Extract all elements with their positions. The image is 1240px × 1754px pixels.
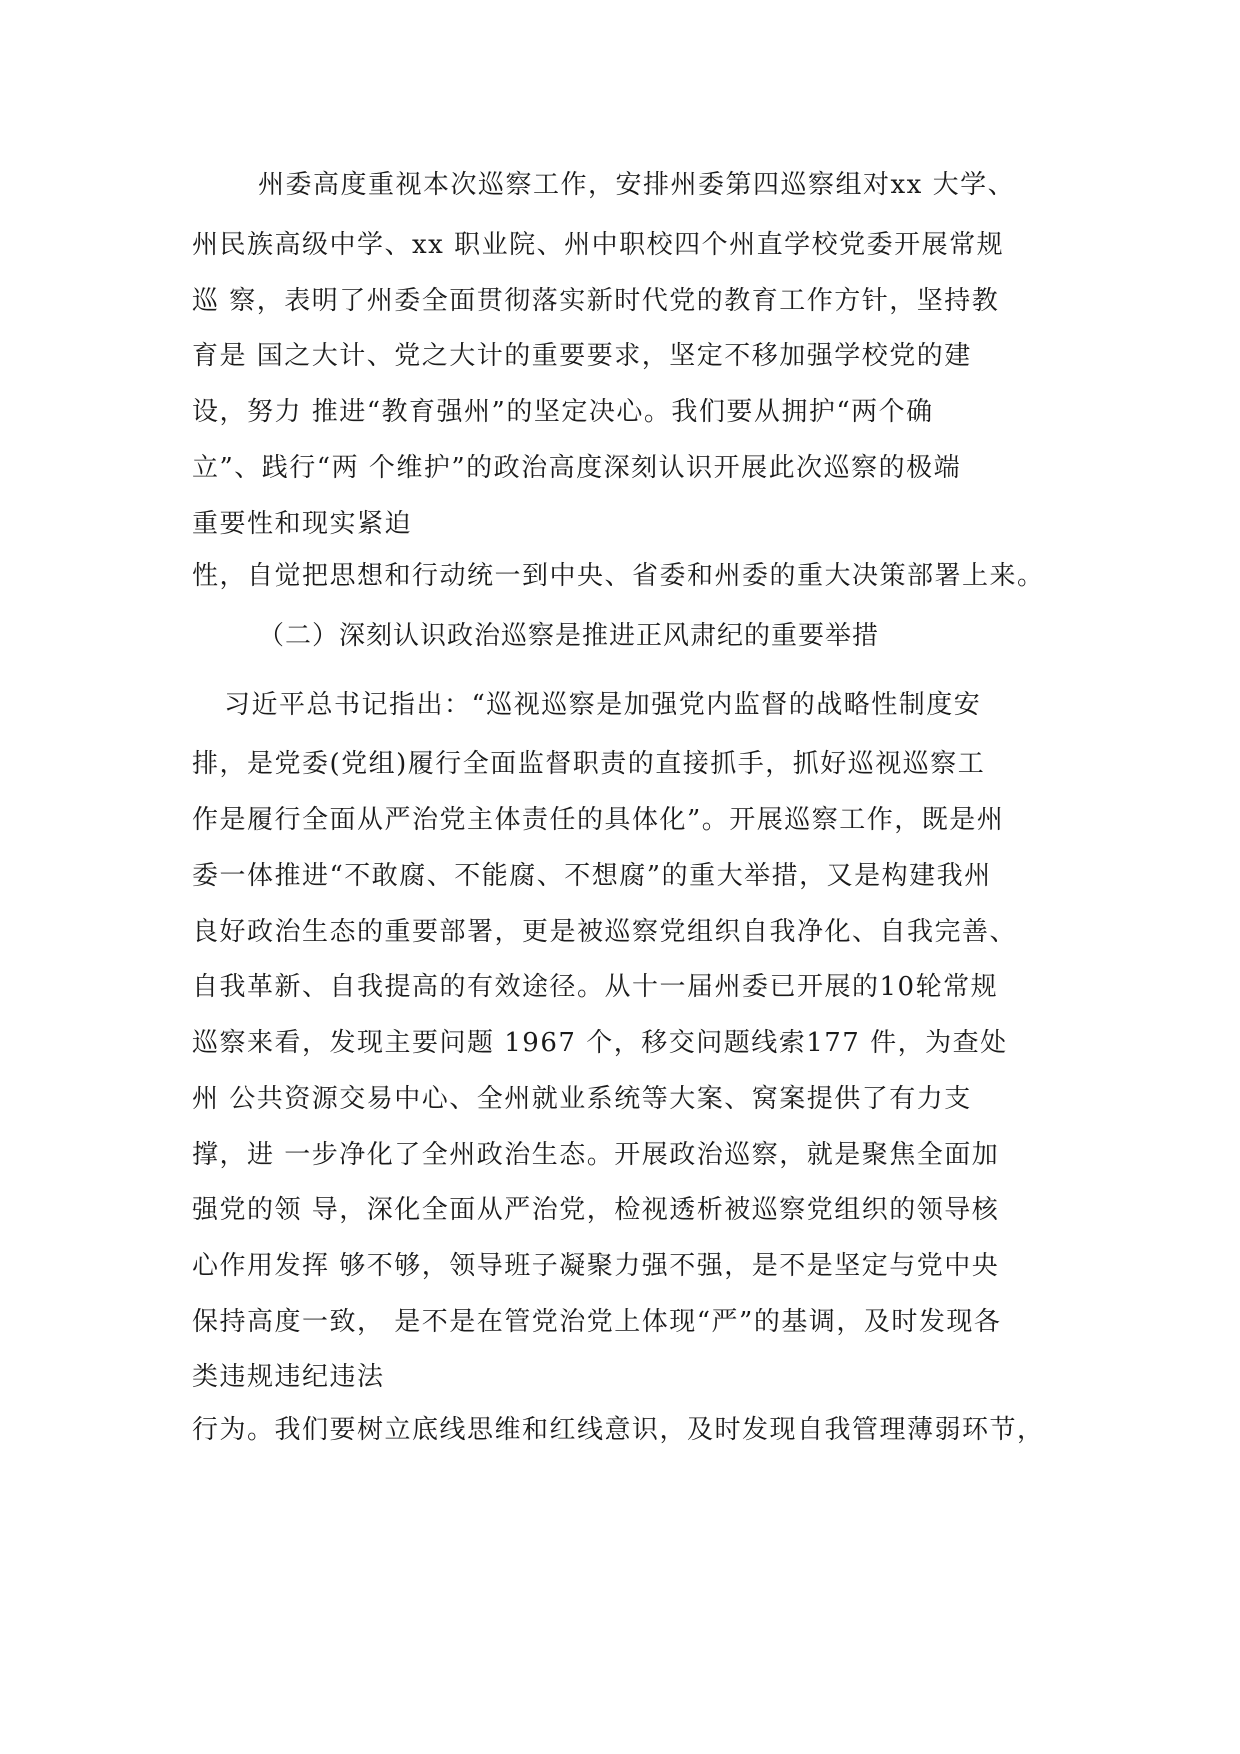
paragraph-2-line-5: 良好政治生态的重要部署，更是被巡察党组织自我净化、自我完善、: [192, 917, 1018, 947]
paragraph-2-line-6: 自我革新、自我提高的有效途径。从十一届州委已开展的10轮常规: [192, 972, 999, 1002]
paragraph-2-line-2: 排，是党委(党组)履行全面监督职责的直接抓手，抓好巡视巡察工: [192, 749, 986, 779]
paragraph-1-line-8: 性，自觉把思想和行动统一到中央、省委和州委的重大决策部署上来。: [192, 561, 1045, 591]
paragraph-2-line-14: 行为。我们要树立底线思维和红线意识，及时发现自我管理薄弱环节，: [192, 1415, 1045, 1445]
paragraph-1-line-5: 设，努力 推进“教育强州”的坚定决心。我们要从拥护“两个确: [192, 397, 934, 427]
paragraph-2-line-4: 委一体推进“不敢腐、不能腐、不想腐”的重大举措，又是构建我州: [192, 861, 992, 891]
paragraph-2-line-10: 强党的领 导，深化全面从严治党，检视透析被巡察党组织的领导核: [192, 1195, 1000, 1225]
paragraph-1-line-7: 重要性和现实紧迫: [192, 509, 413, 539]
paragraph-2-line-1: 习近平总书记指出：“巡视巡察是加强党内监督的战略性制度安: [224, 690, 982, 720]
paragraph-1-line-1: 州委高度重视本次巡察工作，安排州委第四巡察组对xx 大学、: [258, 170, 1016, 200]
paragraph-1-line-4: 育是 国之大计、党之大计的重要要求，坚定不移加强学校党的建: [192, 341, 972, 371]
paragraph-2-line-12: 保持高度一致， 是不是在管党治党上体现“严”的基调，及时发现各: [192, 1307, 1002, 1337]
paragraph-2-line-11: 心作用发挥 够不够，领导班子凝聚力强不强，是不是坚定与党中央: [192, 1251, 1000, 1281]
paragraph-2-line-9: 撑，进 一步净化了全州政治生态。开展政治巡察，就是聚焦全面加: [192, 1140, 1000, 1170]
paragraph-2-line-8: 州 公共资源交易中心、全州就业系统等大案、窝案提供了有力支: [192, 1084, 972, 1114]
paragraph-1-line-2: 州民族高级中学、xx 职业院、州中职校四个州直学校党委开展常规: [192, 230, 1005, 260]
paragraph-2-line-7: 巡察来看，发现主要问题 1967 个，移交问题线索177 件，为查处: [192, 1028, 1008, 1058]
section-heading: （二）深刻认识政治巡察是推进正风肃纪的重要举措: [258, 621, 880, 651]
paragraph-2-line-13: 类违规违纪违法: [192, 1362, 385, 1392]
paragraph-1-line-6: 立”、践行“两 个维护”的政治高度深刻认识开展此次巡察的极端: [192, 453, 962, 483]
paragraph-1-line-3: 巡 察，表明了州委全面贯彻落实新时代党的教育工作方针，坚持教: [192, 286, 1000, 316]
paragraph-2-line-3: 作是履行全面从严治党主体责任的具体化”。开展巡察工作，既是州: [192, 805, 1005, 835]
